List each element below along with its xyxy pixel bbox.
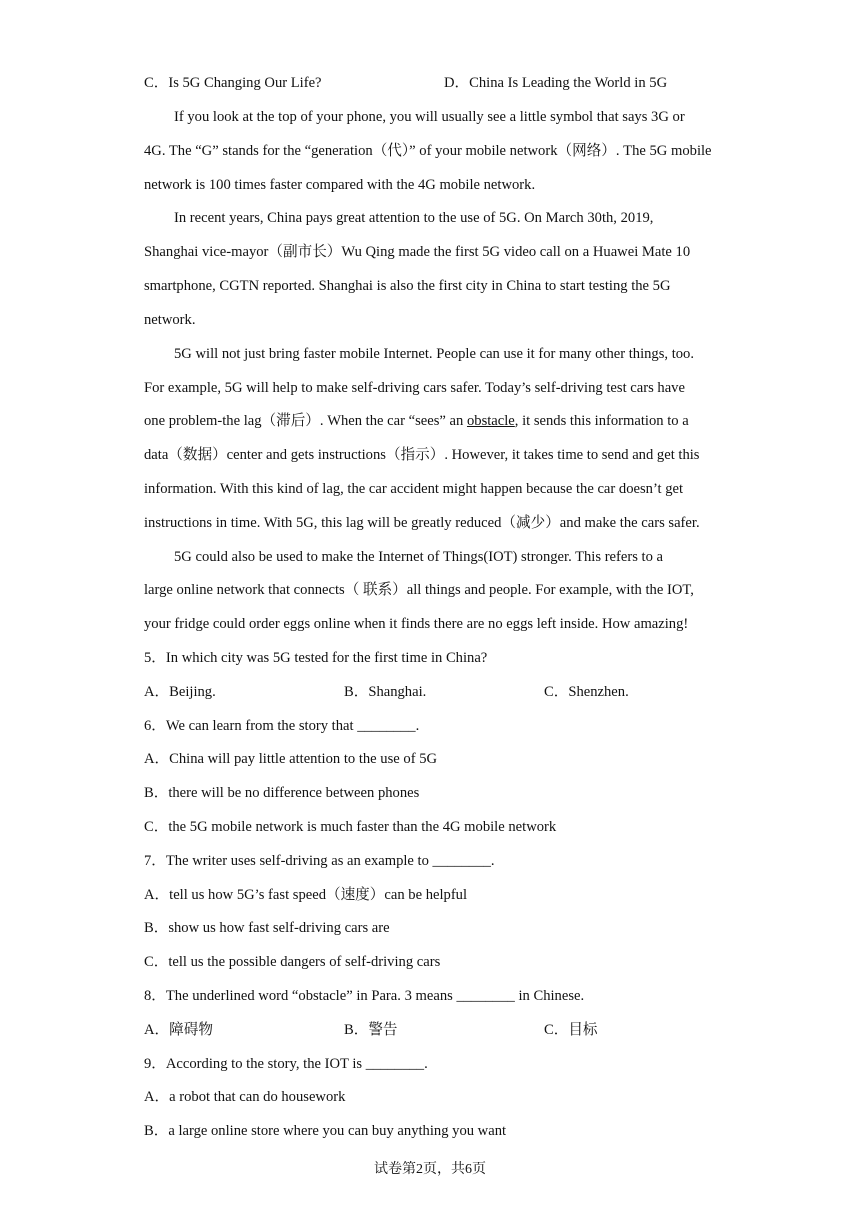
question-stem: 6．We can learn from the story that ________. bbox=[144, 718, 420, 734]
passage-line: In recent years, China pays great attention to the use of 5G. On March 30th, 2019, bbox=[174, 210, 654, 226]
question-options-row bbox=[144, 682, 724, 702]
question-stem: 5．In which city was 5G tested for the first time in China? bbox=[144, 650, 488, 666]
prev-question-options bbox=[144, 73, 724, 93]
passage-line: If you look at the top of your phone, you will usually see a little symbol that says 3G or bbox=[174, 109, 685, 125]
option-c: C．the 5G mobile network is much faster than the 4G mobile network bbox=[144, 819, 557, 835]
passage-line: data（数据）center and gets instructions（指示）. However, it takes time to send and get this bbox=[144, 447, 700, 463]
option-a: A．tell us how 5G’s fast speed（速度）can be helpful bbox=[144, 887, 468, 903]
passage-line bbox=[144, 411, 724, 431]
page-footer: 试卷第2页，共6页 bbox=[374, 1162, 486, 1177]
option-b: B．show us how fast self-driving cars are bbox=[144, 920, 390, 936]
passage-line: Shanghai vice-mayor（副市长）Wu Qing made the first 5G video call on a Huawei Mate 10 bbox=[144, 244, 691, 260]
passage-line: network is 100 times faster compared with the 4G mobile network. bbox=[144, 177, 536, 193]
option-b: B．Shanghai. bbox=[344, 684, 427, 700]
option-a: A．Beijing. bbox=[144, 684, 216, 700]
option-b: B．there will be no difference between phones bbox=[144, 785, 420, 801]
option-b: B．警告 bbox=[344, 1022, 398, 1038]
option-a: A．障碍物 bbox=[144, 1022, 213, 1038]
passage-line: information. With this kind of lag, the car accident might happen because the car doesn’t get bbox=[144, 481, 684, 497]
passage-line: your fridge could order eggs online when it finds there are no eggs left inside. How amazing! bbox=[144, 616, 689, 632]
question-options-row bbox=[144, 1020, 724, 1040]
question-stem: 7．The writer uses self-driving as an example to ________. bbox=[144, 853, 495, 869]
option-d: D．China Is Leading the World in 5G bbox=[444, 75, 668, 91]
passage-text: one problem-the lag（滞后）. When the car “sees” an bbox=[144, 413, 467, 429]
passage-line: 4G. The “G” stands for the “generation（代）” of your mobile network（网络）. The 5G mobile bbox=[144, 143, 712, 159]
option-b: B．a large online store where you can buy anything you want bbox=[144, 1123, 507, 1139]
passage-line: smartphone, CGTN reported. Shanghai is also the first city in China to start testing the 5G bbox=[144, 278, 671, 294]
option-c: C．tell us the possible dangers of self-driving cars bbox=[144, 954, 441, 970]
question-stem: 8．The underlined word “obstacle” in Para. 3 means ________ in Chinese. bbox=[144, 988, 585, 1004]
underlined-word-obstacle: obstacle bbox=[466, 413, 515, 429]
passage-line: large online network that connects（ 联系）all things and people. For example, with the IOT, bbox=[144, 582, 694, 598]
option-a: A．a robot that can do housework bbox=[144, 1089, 346, 1105]
passage-line: For example, 5G will help to make self-driving cars safer. Today’s self-driving test cars have bbox=[144, 380, 685, 396]
passage-text: , it sends this information to a bbox=[514, 413, 689, 429]
option-c: C．Shenzhen. bbox=[544, 684, 629, 700]
option-c: C．目标 bbox=[544, 1022, 598, 1038]
option-c: C．Is 5G Changing Our Life? bbox=[144, 75, 322, 91]
passage-line: 5G will not just bring faster mobile Internet. People can use it for many other things, too. bbox=[174, 346, 695, 362]
passage-line: network. bbox=[144, 312, 196, 328]
question-stem: 9．According to the story, the IOT is ________. bbox=[144, 1056, 428, 1072]
option-a: A．China will pay little attention to the use of 5G bbox=[144, 751, 438, 767]
passage-line: instructions in time. With 5G, this lag will be greatly reduced（减少）and make the cars safer. bbox=[144, 515, 700, 531]
passage-line: 5G could also be used to make the Internet of Things(IOT) stronger. This refers to a bbox=[174, 549, 664, 565]
